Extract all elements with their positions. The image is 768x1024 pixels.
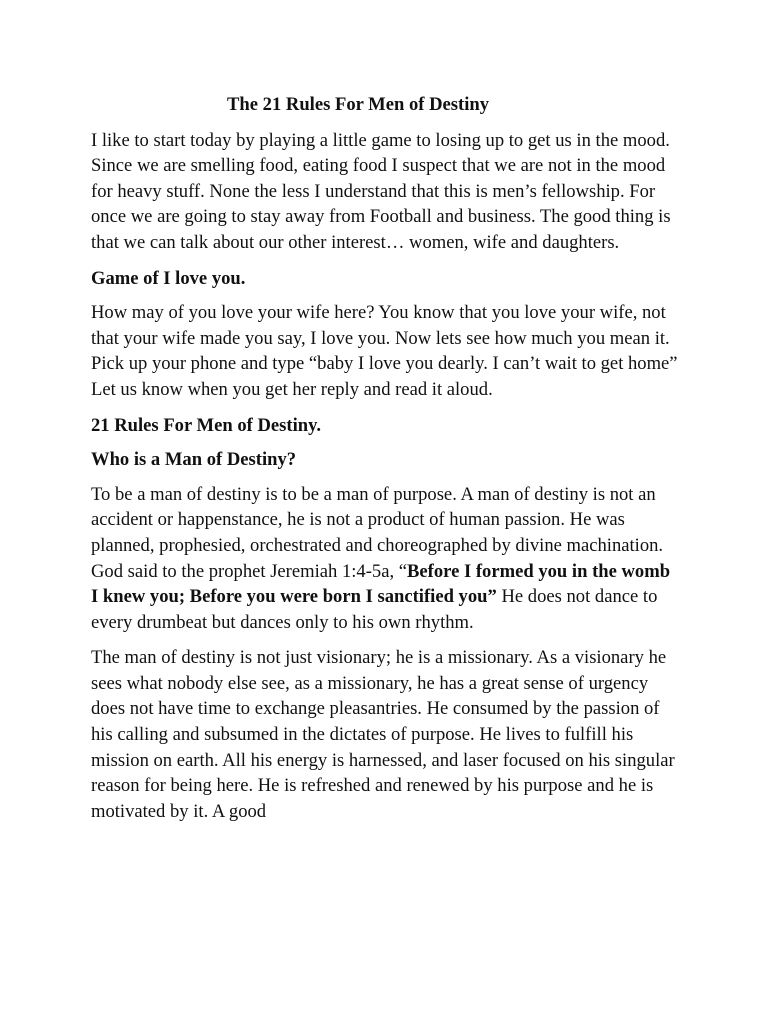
game-heading: Game of I love you. — [91, 267, 246, 289]
who-paragraph — [91, 482, 681, 636]
document-title: The 21 Rules For Men of Destiny — [227, 94, 490, 115]
who-heading: Who is a Man of Destiny? — [91, 449, 297, 471]
game-paragraph: How may of you love your wife here? You know that you love your wife, not that your wife made you say, I love you. Now lets see how much you mean it. Pick up your phone and type “baby I love you dearly. I can’t wait to get home” Let us know when you get her reply and read it aloud. — [91, 302, 678, 400]
who-text-end: He does not dance to every drumbeat but dances only to his own rhythm. — [91, 586, 658, 633]
rules-heading: 21 Rules For Men of Destiny. — [91, 414, 321, 436]
intro-paragraph: I like to start today by playing a little game to losing up to get us in the mood. Since we are smelling food, eating food I suspect that we are not in the mood for heavy stuff. None the less I understand that this is men’s fellowship. For once we are going to stay away from Football and business. The good thing is that we can talk about our other interest… women, wife and daughters. — [91, 129, 671, 253]
scripture-quote: Before I formed you in the womb I knew you; Before you were born I sanctified you” — [91, 560, 671, 608]
missionary-paragraph: The man of destiny is not just visionary; he is a missionary. As a visionary he sees what nobody else see, as a missionary, he has a great sense of urgency does not have time to exchange pleasantries. He consumed by the passion of his calling and subsumed in the dictates of purpose. He lives to fulfill his mission on earth. All his energy is harnessed, and laser focused on his singular reason for being here. He is refreshed and renewed by his purpose and he is motivated by it. A good — [91, 647, 675, 822]
document-body — [91, 92, 681, 834]
who-text-start: To be a man of destiny is to be a man of purpose. A man of destiny is not an accident or happenstance, he is not a product of human passion. He was planned, prophesied, orchestrated and choreographed by divine machination. God said to the prophet Jeremiah 1:4-5a, “ — [91, 483, 664, 582]
